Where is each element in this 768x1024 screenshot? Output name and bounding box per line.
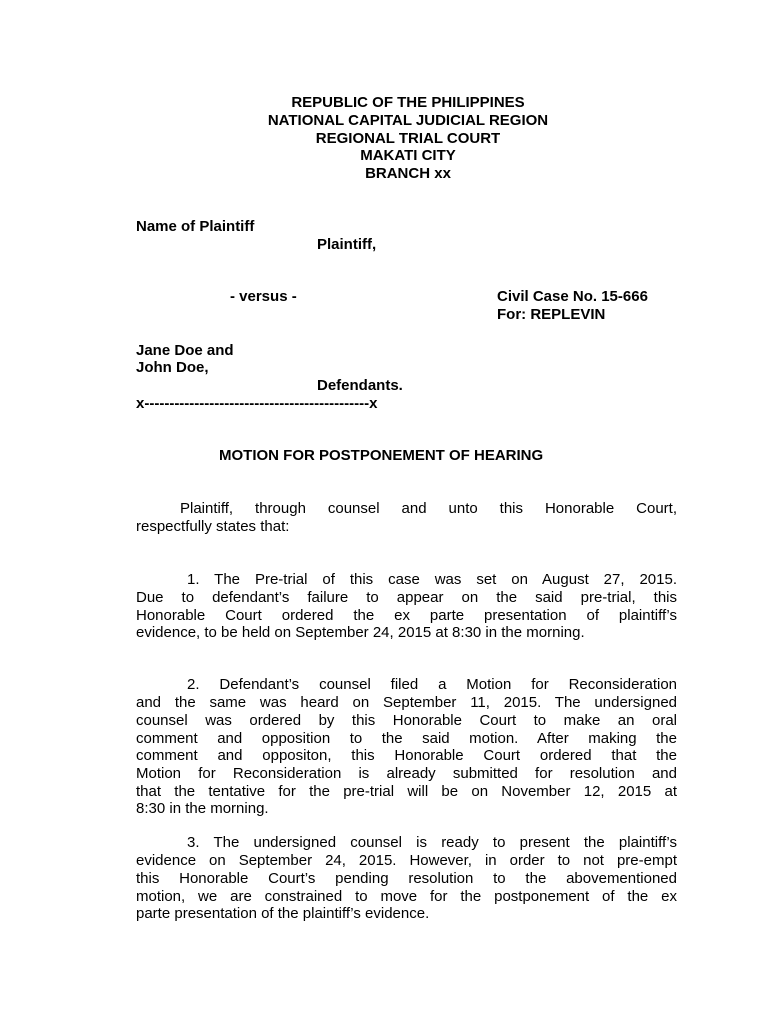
paragraph-3-line-2: evidence on September 24, 2015. However, in order to not pre-empt [136, 852, 677, 869]
plaintiff-name: Name of Plaintiff [136, 218, 255, 235]
header-republic: REPUBLIC OF THE PHILIPPINES [291, 94, 525, 111]
caption-separator: x---------------------------------------------x [136, 395, 378, 412]
plaintiff-role: Plaintiff, [317, 236, 377, 253]
case-number: Civil Case No. 15-666 [497, 288, 648, 305]
paragraph-3-line-3: this Honorable Court’s pending resolution to the abovementioned [136, 870, 677, 887]
document-title: MOTION FOR POSTPONEMENT OF HEARING [219, 447, 544, 464]
paragraph-1-line-1: 1. The Pre-trial of this case was set on August 27, 2015. [187, 571, 677, 588]
paragraph-2-line-6: Motion for Reconsideration is already submitted for resolution and [136, 765, 677, 782]
paragraph-1-line-4: evidence, to be held on September 24, 2015 at 8:30 in the morning. [136, 624, 585, 641]
paragraph-3-line-4: motion, we are constrained to move for the postponement of the ex [136, 888, 677, 905]
defendant-line-2: John Doe, [136, 359, 209, 376]
paragraph-3-line-1: 3. The undersigned counsel is ready to present the plaintiff’s [187, 834, 677, 851]
header-court: REGIONAL TRIAL COURT [315, 130, 501, 147]
header-city: MAKATI CITY [360, 147, 456, 164]
paragraph-2-line-5: comment and oppositon, this Honorable Court ordered that the [136, 747, 677, 764]
intro-line-2: respectfully states that: [136, 518, 290, 535]
paragraph-2-line-7: that the tentative for the pre-trial will be on November 12, 2015 at [136, 783, 677, 800]
header-branch: BRANCH xx [365, 165, 451, 182]
paragraph-3-line-5: parte presentation of the plaintiff’s evidence. [136, 905, 430, 922]
case-for: For: REPLEVIN [497, 306, 606, 323]
header-region: NATIONAL CAPITAL JUDICIAL REGION [267, 112, 549, 129]
paragraph-1-line-2: Due to defendant’s failure to appear on the said pre-trial, this [136, 589, 677, 606]
paragraph-2-line-2: and the same was heard on September 11, 2015. The undersigned [136, 694, 677, 711]
paragraph-2-line-4: comment and opposition to the said motion. After making the [136, 730, 677, 747]
paragraph-2-line-3: counsel was ordered by this Honorable Court to make an oral [136, 712, 677, 729]
defendant-line-1: Jane Doe and [136, 342, 234, 359]
paragraph-2-line-1: 2. Defendant’s counsel filed a Motion for Reconsideration [187, 676, 677, 693]
versus-label: - versus - [230, 288, 297, 305]
intro-line-1: Plaintiff, through counsel and unto this Honorable Court, [180, 500, 677, 517]
paragraph-2-line-8: 8:30 in the morning. [136, 800, 269, 817]
defendant-role: Defendants. [317, 377, 403, 394]
paragraph-1-line-3: Honorable Court ordered the ex parte presentation of plaintiff’s [136, 607, 677, 624]
